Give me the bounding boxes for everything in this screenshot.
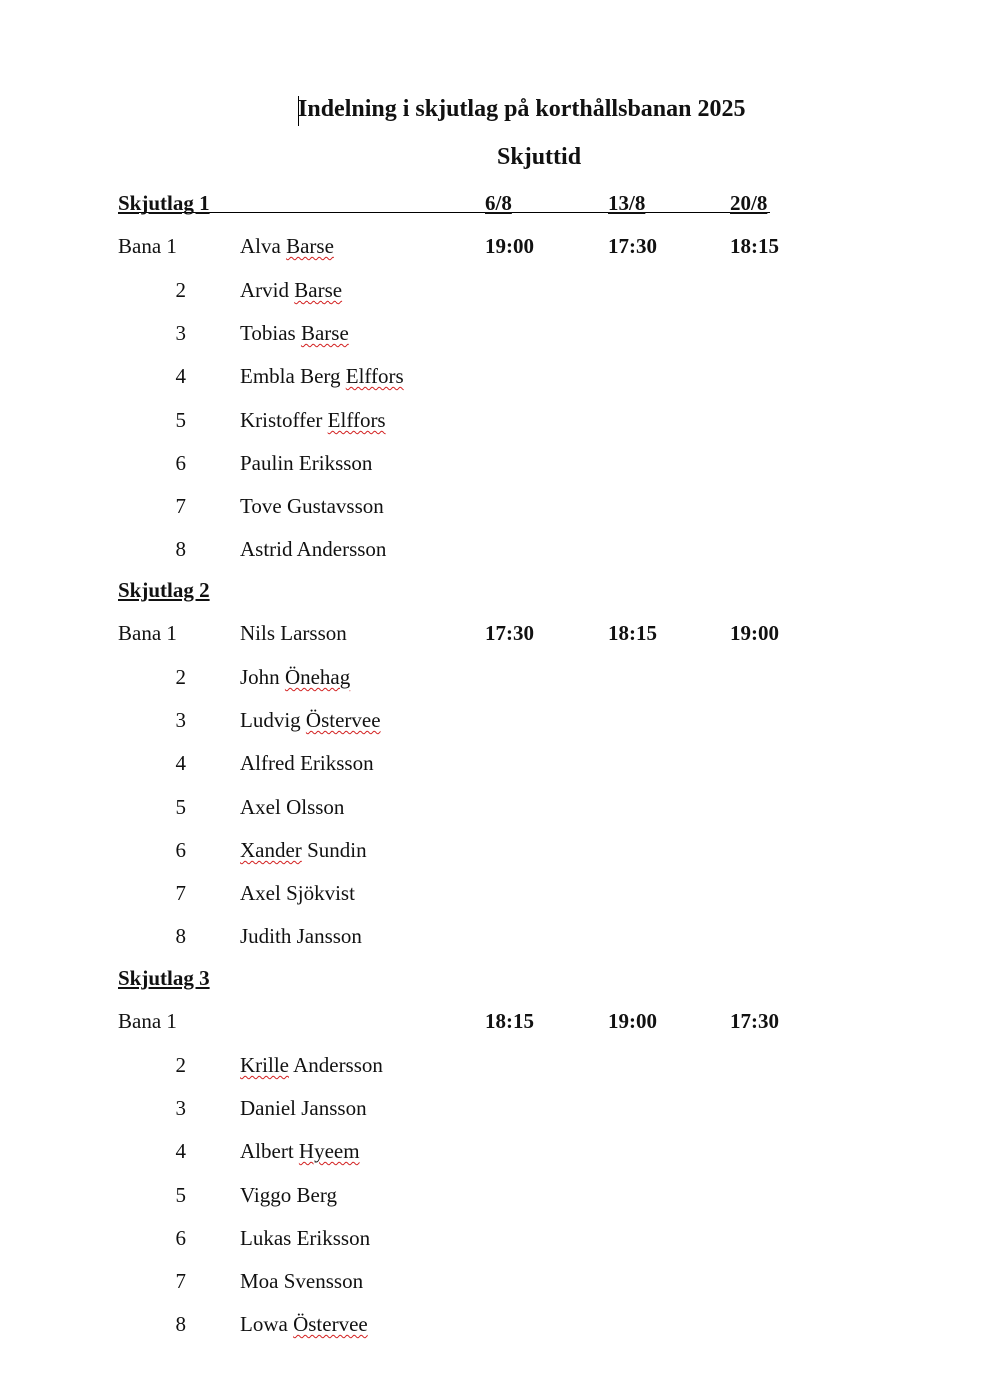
date-heading: 13/8 — [608, 191, 646, 215]
group-heading: Skjutlag 2 — [118, 578, 210, 602]
date-heading: 6/8 — [485, 191, 512, 215]
lane-label: Bana 1 — [118, 1009, 177, 1033]
first-name: Astrid — [240, 537, 293, 561]
first-name: Ludvig — [240, 708, 301, 732]
first-name: Lukas — [240, 1226, 292, 1250]
lane-label: 2 — [175, 1053, 186, 1077]
last-name: Elffors — [345, 364, 404, 388]
first-name: Arvid — [240, 278, 289, 302]
lane-label: 7 — [175, 881, 186, 905]
date-heading: 20/8 — [730, 191, 768, 215]
last-name: Östervee — [305, 708, 381, 732]
last-name: Olsson — [286, 795, 345, 819]
shooter-name — [240, 1269, 363, 1293]
lane-label: 2 — [175, 278, 186, 302]
shooter-name — [240, 881, 355, 905]
first-name: Moa — [240, 1269, 279, 1293]
last-name: Jansson — [296, 924, 362, 948]
last-name: Berg — [296, 1183, 337, 1207]
shooter-name — [240, 795, 344, 819]
group-heading: Skjutlag 1 — [118, 191, 210, 215]
lane-label: 4 — [175, 364, 186, 388]
shooter-name — [240, 408, 386, 432]
last-name: Barse — [286, 234, 334, 258]
shooter-name — [240, 708, 381, 732]
lane-label: 6 — [175, 838, 186, 862]
group-heading: Skjutlag 3 — [118, 966, 210, 990]
shooter-name — [240, 1139, 360, 1163]
lane-label: 4 — [175, 751, 186, 775]
last-name: Andersson — [293, 1053, 383, 1077]
last-name: Önehag — [284, 665, 351, 689]
last-name: Larsson — [280, 621, 347, 645]
shooter-name — [240, 1183, 337, 1207]
first-name: Axel — [240, 881, 281, 905]
lane-label: 5 — [175, 408, 186, 432]
last-name: Eriksson — [300, 751, 374, 775]
first-name: Nils — [240, 621, 276, 645]
shooter-name — [240, 1226, 370, 1250]
last-name: Gustavsson — [286, 494, 384, 518]
last-name: Eriksson — [298, 451, 373, 475]
lane-label: 6 — [175, 1226, 186, 1250]
lane-label: 3 — [175, 708, 186, 732]
last-name: Andersson — [296, 537, 387, 561]
first-name: Tobias — [240, 321, 296, 345]
shooting-time: 17:30 — [608, 234, 657, 258]
first-name: Daniel — [240, 1096, 296, 1120]
lane-label: 4 — [175, 1139, 186, 1163]
first-name: Judith — [240, 924, 292, 948]
shooter-name — [240, 494, 384, 518]
first-name: Paulin — [240, 451, 294, 475]
first-name: Lowa — [240, 1312, 288, 1336]
shooting-time: 19:00 — [485, 234, 534, 258]
shooter-name — [240, 924, 362, 948]
first-name: Alva — [240, 234, 281, 258]
shooter-name — [240, 537, 386, 561]
lane-label: 6 — [175, 451, 186, 475]
shooter-name — [240, 451, 372, 475]
shooting-time: 19:00 — [608, 1009, 657, 1033]
first-name: Embla Berg — [240, 364, 341, 388]
shooter-name — [240, 838, 367, 862]
lane-label: 5 — [175, 1183, 186, 1207]
last-name: Barse — [294, 278, 343, 302]
first-name: Alfred — [240, 751, 295, 775]
last-name: Sjökvist — [286, 881, 355, 905]
last-name: Östervee — [293, 1312, 368, 1336]
first-name: Kristoffer — [240, 408, 323, 432]
first-name: Krille — [240, 1053, 289, 1077]
shooter-name — [240, 1096, 367, 1120]
last-name: Hyeem — [298, 1139, 360, 1163]
first-name: Tove — [240, 494, 282, 518]
shooter-name — [240, 321, 349, 345]
lane-label: Bana 1 — [118, 234, 177, 258]
shooter-name — [240, 665, 350, 689]
shooting-time: 18:15 — [485, 1009, 534, 1033]
last-name: Barse — [300, 321, 349, 345]
document-subtitle: Skjuttid — [497, 144, 582, 170]
last-name: Svensson — [283, 1269, 364, 1293]
shooter-name — [240, 1312, 368, 1336]
shooter-name — [240, 364, 404, 388]
lane-label: 7 — [175, 494, 186, 518]
shooting-time: 17:30 — [730, 1009, 779, 1033]
last-name: Eriksson — [296, 1226, 371, 1250]
lane-label: 5 — [175, 795, 186, 819]
lane-label: Bana 1 — [118, 621, 177, 645]
shooter-name — [240, 278, 342, 302]
lane-label: 3 — [175, 1096, 186, 1120]
lane-label: 8 — [175, 537, 186, 561]
shooter-name — [240, 751, 374, 775]
shooter-name — [240, 1053, 383, 1077]
shooting-time: 17:30 — [485, 621, 534, 645]
lane-label: 7 — [175, 1269, 186, 1293]
lane-label: 3 — [175, 321, 186, 345]
lane-label: 8 — [175, 1312, 186, 1336]
last-name: Jansson — [301, 1096, 367, 1120]
lane-label: 8 — [175, 924, 186, 948]
last-name: Sundin — [307, 838, 367, 862]
first-name: Axel — [240, 795, 281, 819]
first-name: Viggo — [240, 1183, 292, 1207]
shooter-name — [240, 621, 347, 645]
shooting-time: 18:15 — [608, 621, 657, 645]
header-rule — [118, 212, 770, 213]
first-name: John — [240, 665, 280, 689]
first-name: Albert — [240, 1139, 294, 1163]
shooting-time: 19:00 — [730, 621, 779, 645]
shooter-name — [240, 234, 334, 258]
lane-label: 2 — [175, 665, 186, 689]
last-name: Elffors — [327, 408, 386, 432]
first-name: Xander — [240, 838, 302, 862]
document-title: Indelning i skjutlag på korthållsbanan 2025 — [298, 96, 746, 122]
shooting-time: 18:15 — [730, 234, 779, 258]
